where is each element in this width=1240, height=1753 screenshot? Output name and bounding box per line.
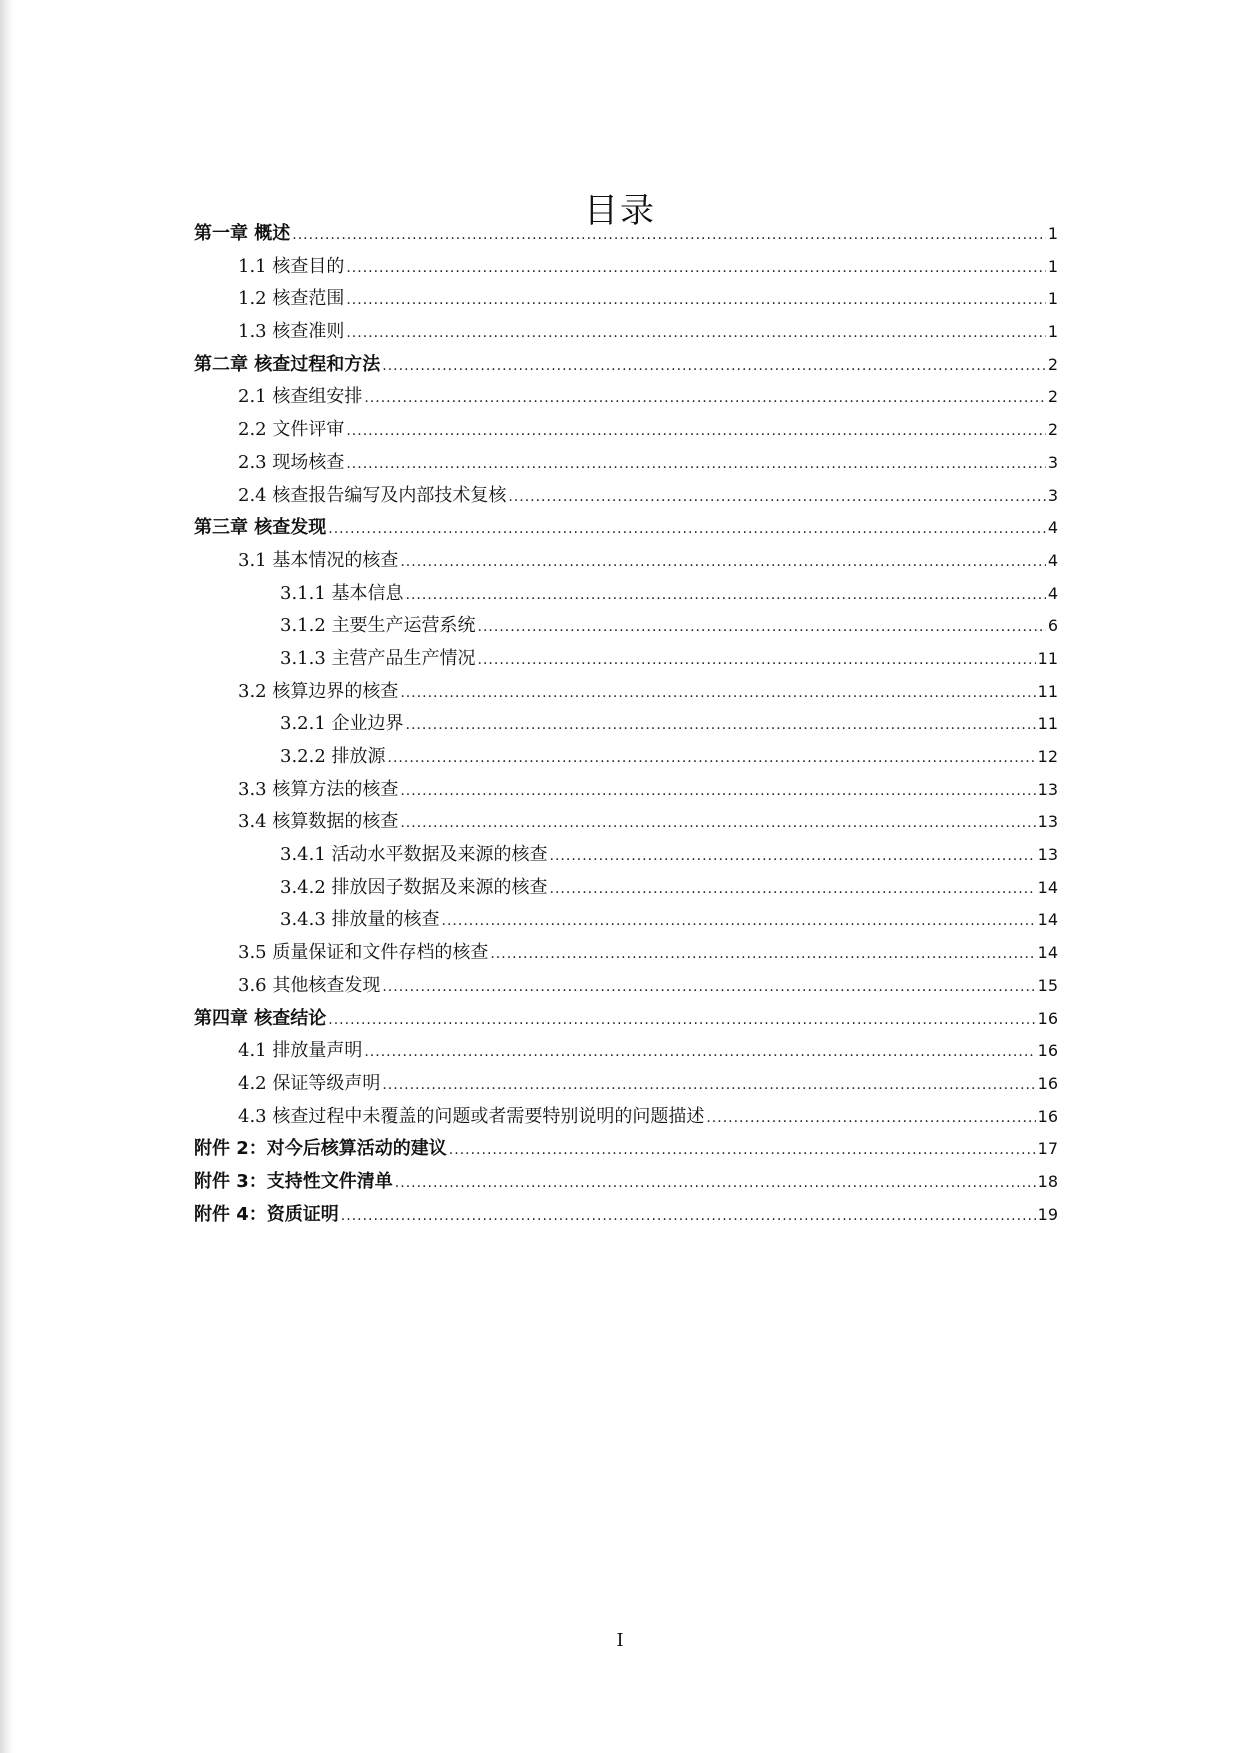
toc-entry-page: 18 [1037,1171,1058,1191]
toc-entry-page: 15 [1037,975,1058,995]
toc-leader-dots [490,938,1035,971]
toc-entry-label: 1.1 核查目的 [238,255,345,277]
toc-leader-dots [550,840,1036,873]
toc-leader-dots [346,415,1045,448]
toc-leader-dots [395,1167,1036,1200]
scan-edge-shadow [0,0,14,1753]
toc-entry[interactable] [194,610,1058,643]
toc-entry-page: 1 [1047,289,1058,309]
toc-leader-dots [346,448,1045,481]
toc-entry-page: 16 [1037,1106,1058,1126]
toc-entry-label: 3.5 质量保证和文件存档的核查 [238,942,489,964]
toc-entry[interactable] [194,414,1058,447]
toc-leader-dots [346,284,1045,317]
toc-leader-dots [400,677,1035,710]
toc-entry[interactable] [194,774,1058,807]
toc-entry[interactable] [194,708,1058,741]
toc-leader-dots [292,219,1046,252]
toc-entry-label: 3.1.1 基本信息 [280,582,404,604]
toc-leader-dots [382,1069,1035,1102]
toc-entry-page: 3 [1047,485,1058,505]
toc-entry[interactable] [194,283,1058,316]
toc-entry[interactable] [194,1133,1058,1166]
toc-entry-page: 16 [1037,1073,1058,1093]
toc-entry-label: 3.4.3 排放量的核查 [280,909,440,931]
toc-leader-dots [346,252,1045,285]
toc-entry-page: 11 [1037,648,1058,668]
toc-entry[interactable] [194,676,1058,709]
toc-leader-dots [478,611,1046,644]
toc-entry-label: 第一章 概述 [194,223,291,244]
table-of-contents [194,218,1058,1231]
toc-entry-page: 1 [1047,224,1058,243]
toc-entry[interactable] [194,251,1058,284]
toc-entry-label: 3.4.2 排放因子数据及来源的核查 [280,876,548,898]
toc-entry-label: 3.6 其他核查发现 [238,974,381,996]
page-title: 目录 [584,190,656,231]
toc-entry[interactable] [194,872,1058,905]
toc-entry-page: 17 [1037,1139,1058,1159]
toc-leader-dots [406,579,1046,612]
toc-leader-dots [341,1200,1036,1233]
toc-entry-label: 3.4.1 活动水平数据及来源的核查 [280,844,548,866]
toc-leader-dots [346,317,1045,350]
toc-entry[interactable] [194,1035,1058,1068]
toc-entry-label: 2.2 文件评审 [238,419,345,441]
toc-entry-page: 1 [1047,322,1058,342]
toc-entry-page: 4 [1047,518,1058,538]
toc-entry-label: 附件 4：资质证明 [194,1203,339,1225]
toc-entry[interactable] [194,381,1058,414]
toc-leader-dots [449,1134,1036,1167]
toc-entry-label: 3.1.2 主要生产运营系统 [280,615,476,637]
toc-entry-page: 14 [1037,910,1058,930]
toc-entry-page: 2 [1047,387,1058,407]
toc-entry-label: 3.4 核算数据的核查 [238,811,399,833]
toc-entry[interactable] [194,349,1058,382]
toc-entry-page: 12 [1037,747,1058,766]
toc-entry-page: 2 [1047,420,1058,440]
toc-leader-dots [478,644,1036,677]
toc-entry-label: 2.4 核查报告编写及内部技术复核 [238,484,507,506]
toc-entry[interactable] [194,1166,1058,1199]
toc-entry-page: 19 [1037,1204,1058,1224]
toc-entry-page: 11 [1037,681,1058,701]
toc-entry[interactable] [194,1068,1058,1101]
toc-entry-page: 11 [1037,714,1058,734]
toc-entry-label: 1.3 核查准则 [238,321,345,343]
toc-leader-dots [382,971,1035,1004]
toc-leader-dots [550,873,1036,906]
toc-entry[interactable] [194,937,1058,970]
toc-leader-dots [442,905,1036,938]
toc-entry[interactable] [194,447,1058,480]
toc-leader-dots [328,1004,1035,1037]
toc-entry-label: 2.3 现场核查 [238,451,345,473]
toc-entry-label: 1.2 核查范围 [238,288,345,310]
toc-entry[interactable] [194,1101,1058,1134]
toc-entry[interactable] [194,218,1058,251]
toc-entry-label: 附件 3：支持性文件清单 [194,1170,393,1192]
toc-entry-label: 4.1 排放量声明 [238,1040,363,1062]
page-number: I [616,1630,624,1651]
toc-entry-page: 6 [1047,616,1058,636]
toc-entry-page: 16 [1037,1008,1058,1028]
toc-entry[interactable] [194,1199,1058,1232]
toc-entry-label: 2.1 核查组安排 [238,386,363,408]
toc-entry-label: 3.3 核算方法的核查 [238,778,399,800]
toc-leader-dots [406,709,1036,742]
toc-entry-label: 第三章 核查发现 [194,517,327,539]
toc-entry-label: 3.1 基本情况的核查 [238,549,399,571]
toc-entry-page: 3 [1047,452,1058,472]
toc-leader-dots [364,382,1045,415]
toc-leader-dots [706,1102,1035,1135]
toc-entry-label: 第二章 核查过程和方法 [194,353,381,375]
toc-entry-page: 13 [1037,812,1058,832]
toc-entry-label: 3.1.3 主营产品生产情况 [280,647,476,669]
toc-leader-dots [382,350,1046,383]
toc-entry[interactable] [194,904,1058,937]
toc-entry-label: 4.3 核查过程中未覆盖的问题或者需要特别说明的问题描述 [238,1105,705,1127]
toc-leader-dots [400,775,1035,808]
toc-entry-label: 3.2 核算边界的核查 [238,680,399,702]
toc-leader-dots [400,546,1045,579]
toc-entry[interactable] [194,480,1058,513]
toc-leader-dots [388,742,1036,775]
toc-entry[interactable] [194,545,1058,578]
toc-entry[interactable] [194,839,1058,872]
toc-entry-page: 4 [1047,550,1058,570]
toc-entry[interactable] [194,512,1058,545]
toc-leader-dots [400,807,1035,840]
toc-entry-page: 13 [1037,845,1058,865]
toc-entry-label: 4.2 保证等级声明 [238,1072,381,1094]
toc-entry-label: 第四章 核查结论 [194,1007,327,1029]
toc-entry-page: 4 [1047,583,1058,603]
toc-entry-page: 14 [1037,877,1058,897]
toc-entry[interactable] [194,741,1058,774]
toc-leader-dots [328,513,1046,546]
toc-entry-page: 2 [1047,354,1058,374]
toc-entry-label: 附件 2：对今后核算活动的建议 [194,1138,447,1160]
toc-entry-page: 13 [1037,779,1058,799]
toc-entry[interactable] [194,806,1058,839]
toc-leader-dots [508,481,1045,514]
toc-entry-label: 3.2.2 排放源 [280,746,386,767]
toc-entry[interactable] [194,578,1058,611]
toc-entry[interactable] [194,316,1058,349]
toc-entry-page: 1 [1047,256,1058,276]
toc-leader-dots [364,1036,1035,1069]
toc-entry[interactable] [194,970,1058,1003]
toc-entry[interactable] [194,1003,1058,1036]
toc-entry-page: 14 [1037,943,1058,963]
toc-entry-page: 16 [1037,1041,1058,1061]
toc-entry[interactable] [194,643,1058,676]
toc-entry-label: 3.2.1 企业边界 [280,713,404,735]
